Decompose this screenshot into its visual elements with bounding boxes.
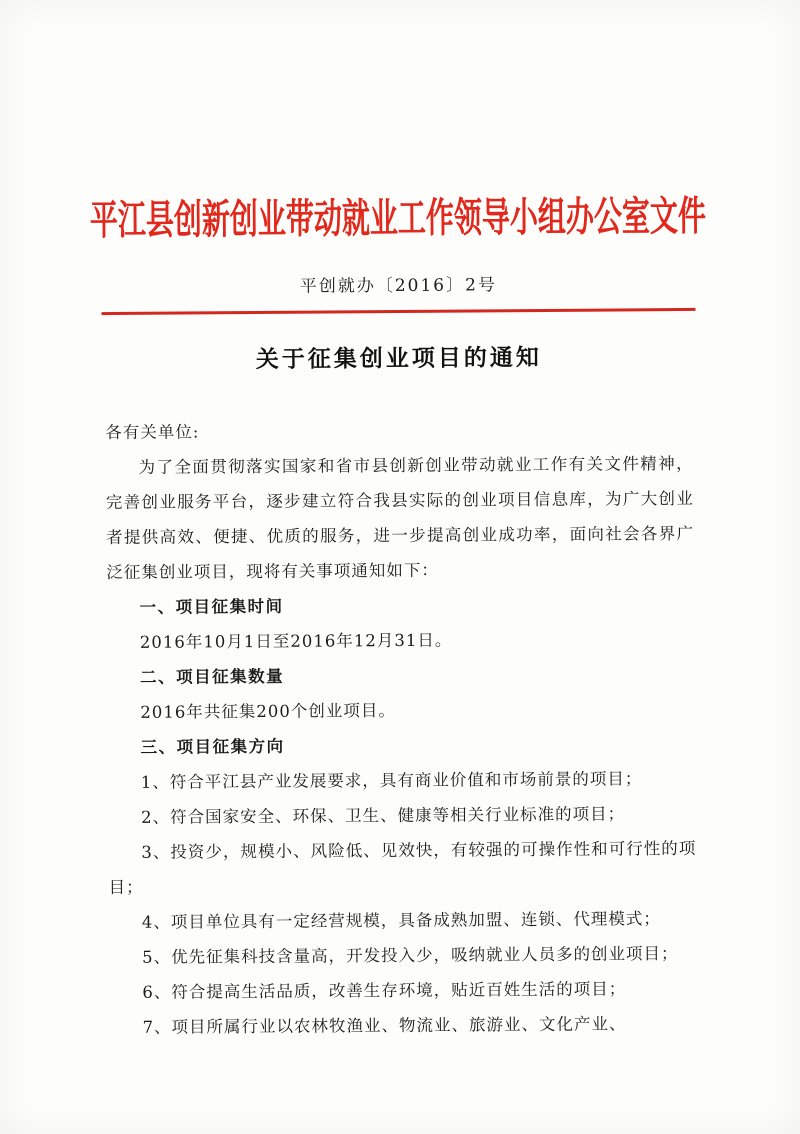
section-3-item-7: 7、项目所属行业以农林牧渔业、物流业、旅游业、文化产业、	[142, 1014, 627, 1037]
section-3-item-1: 1、符合平江县产业发展要求，具有商业价值和市场前景的项目；	[140, 769, 643, 792]
notice-body	[105, 411, 697, 1045]
section-3-item-3: 3、投资少，规模小、风险低、见效快，有较强的可操作性和可行性的项目；	[108, 838, 697, 897]
document-number: 平创就办〔2016〕2号	[299, 275, 497, 297]
section-2-item: 2016年共征集200个创业项目。	[140, 700, 396, 722]
section-3-item-4: 4、项目单位具有一定经营规模，具备成熟加盟、连锁、代理模式；	[141, 908, 661, 932]
section-3-item-5: 5、优先征集科技含量高，开发投入少，吸纳就业人员多的创业项目；	[141, 943, 679, 967]
red-letterhead-title: 平江县创新创业带动就业工作领导小组办公室文件	[89, 192, 707, 245]
red-divider-line	[102, 308, 696, 315]
section-3-heading: 三、项目征集方向	[140, 736, 285, 757]
section-2-heading: 二、项目征集数量	[140, 666, 285, 687]
section-3-item-6: 6、符合提高生活品质，改善生存环境，贴近百姓生活的项目；	[142, 979, 627, 1002]
section-1-heading: 一、项目征集时间	[139, 596, 284, 617]
notice-title: 关于征集创业项目的通知	[255, 344, 542, 373]
intro-paragraph: 为了全面贯彻落实国家和省市县创新创业带动就业工作有关文件精神，完善创业服务平台，逐步建立符合我县实际的创业项目信息库，为广大创业者提供高效、便捷、优质的服务，进一步提高创业成功率，面向社会各界广泛征集创业项目，现将有关事项通知如下：	[105, 453, 695, 582]
section-3-item-2: 2、符合国家安全、环保、卫生、健康等相关行业标准的项目；	[140, 804, 626, 827]
section-1-item: 2016年10月1日至2016年12月31日。	[139, 630, 453, 652]
salutation-line: 各有关单位:	[105, 422, 200, 442]
